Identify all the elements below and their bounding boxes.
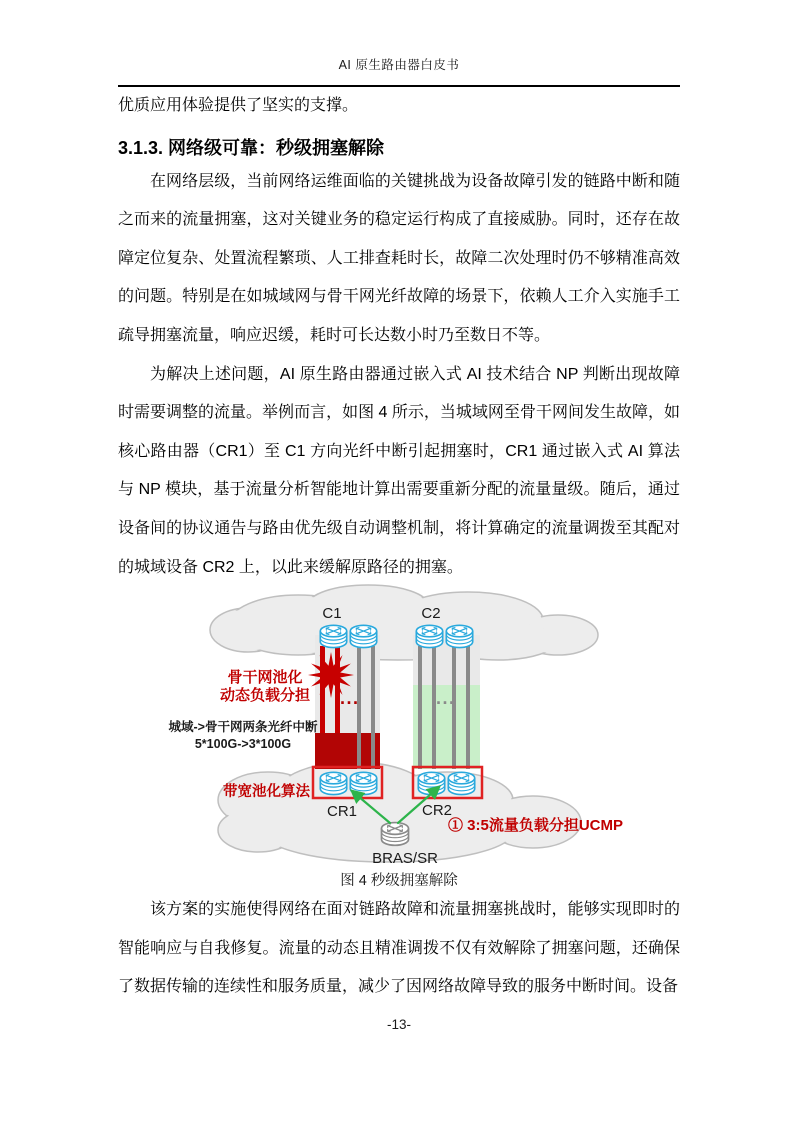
footer-page-number: -13- (386, 1016, 411, 1032)
node-label-c1: C1 (322, 605, 342, 623)
node-label-cr1: CR1 (326, 803, 358, 821)
router-icon (320, 625, 346, 647)
figure-caption: 图 4 秒级拥塞解除 (340, 873, 458, 890)
section-heading: 3.1.3. 网络级可靠：秒级拥塞解除 (118, 137, 385, 158)
annotation-bandwidth-pooling: 带宽池化算法 (223, 784, 310, 801)
node-label-c2: C2 (421, 605, 441, 623)
router-icon (350, 772, 376, 794)
fiber-link (466, 646, 470, 769)
network-topology-diagram (118, 580, 680, 872)
paragraph-1: 在网络层级，当前网络运维面临的关键挑战为设备故障引发的链路中断和随之而来的流量拥塞，这对关键业务的稳定运行构成了直接威胁。同时，还存在故障定位复杂、处置流程繁琐、人工排查耗时长，故障二次处理时仍不够精准高效的问题。特别是在如城域网与骨干网光纤故障的场景下，依赖人工介入实施手工疏导拥塞流量，响应迟缓，耗时可长达数小时乃至数日不等。 (118, 172, 680, 344)
header (118, 0, 680, 87)
congestion-bar (315, 733, 380, 769)
intro-paragraph: 优质应用体验提供了坚实的支撑。 (118, 97, 359, 114)
node-label-cr2: CR2 (421, 802, 453, 820)
more-links-dots-right: ... (436, 688, 456, 709)
paragraph-3: 该方案的实施使得网络在面对链路故障和流量拥塞挑战时，能够实现即时的智能响应与自我修复。流量的动态且精准调拨不仅有效解除了拥塞问题，还确保了数据传输的连续性和服务质量，减少了因网络故障导致的服务中断时间。设备 (118, 901, 680, 996)
annotation-fiber-break-line2: 5*100G->3*100G (194, 737, 292, 752)
router-icon (350, 625, 376, 647)
more-links-dots-left: ... (340, 688, 360, 709)
annotation-fiber-break-line1: 城域->骨干网两条光纤中断 (168, 720, 318, 735)
footer (118, 1015, 680, 1034)
annotation-backbone-pooling-line2: 动态负载分担 (219, 687, 311, 705)
header-title: AI 原生路由器白皮书 (338, 58, 460, 72)
router-icon (382, 823, 409, 846)
router-icon (416, 625, 442, 647)
router-icon (320, 772, 346, 794)
bras-router-icon (382, 823, 409, 846)
router-icon (418, 772, 444, 794)
annotation-ucmp: ① 3:5流量负载分担UCMP (448, 817, 624, 835)
node-label-bras: BRAS/SR (372, 850, 438, 868)
fiber-link (418, 646, 422, 769)
page-content (118, 0, 680, 1034)
fiber-link (371, 646, 375, 769)
router-icon (448, 772, 474, 794)
router-icon (446, 625, 472, 647)
annotation-backbone-pooling-line1: 骨干网池化 (227, 669, 303, 687)
paragraph-2: 为解决上述问题，AI 原生路由器通过嵌入式 AI 技术结合 NP 判断出现故障时需要调整的流量。举例而言，如图 4 所示，当城域网至骨干网间发生故障，如核心路由器（CR1）至 C1 方向光纤中断引起拥塞时，CR1 通过嵌入式 AI 算法与 NP 模块，基于流量分析智能地计算出需要重新分配的流量量级。随后，通过设备间的协议通告与路由优先级自动调整机制，将计算确定的流量调拨至其配对的城域设备 CR2 上，以此来缓解原路径的拥塞。 (118, 365, 680, 576)
figure-diagram (118, 580, 680, 891)
